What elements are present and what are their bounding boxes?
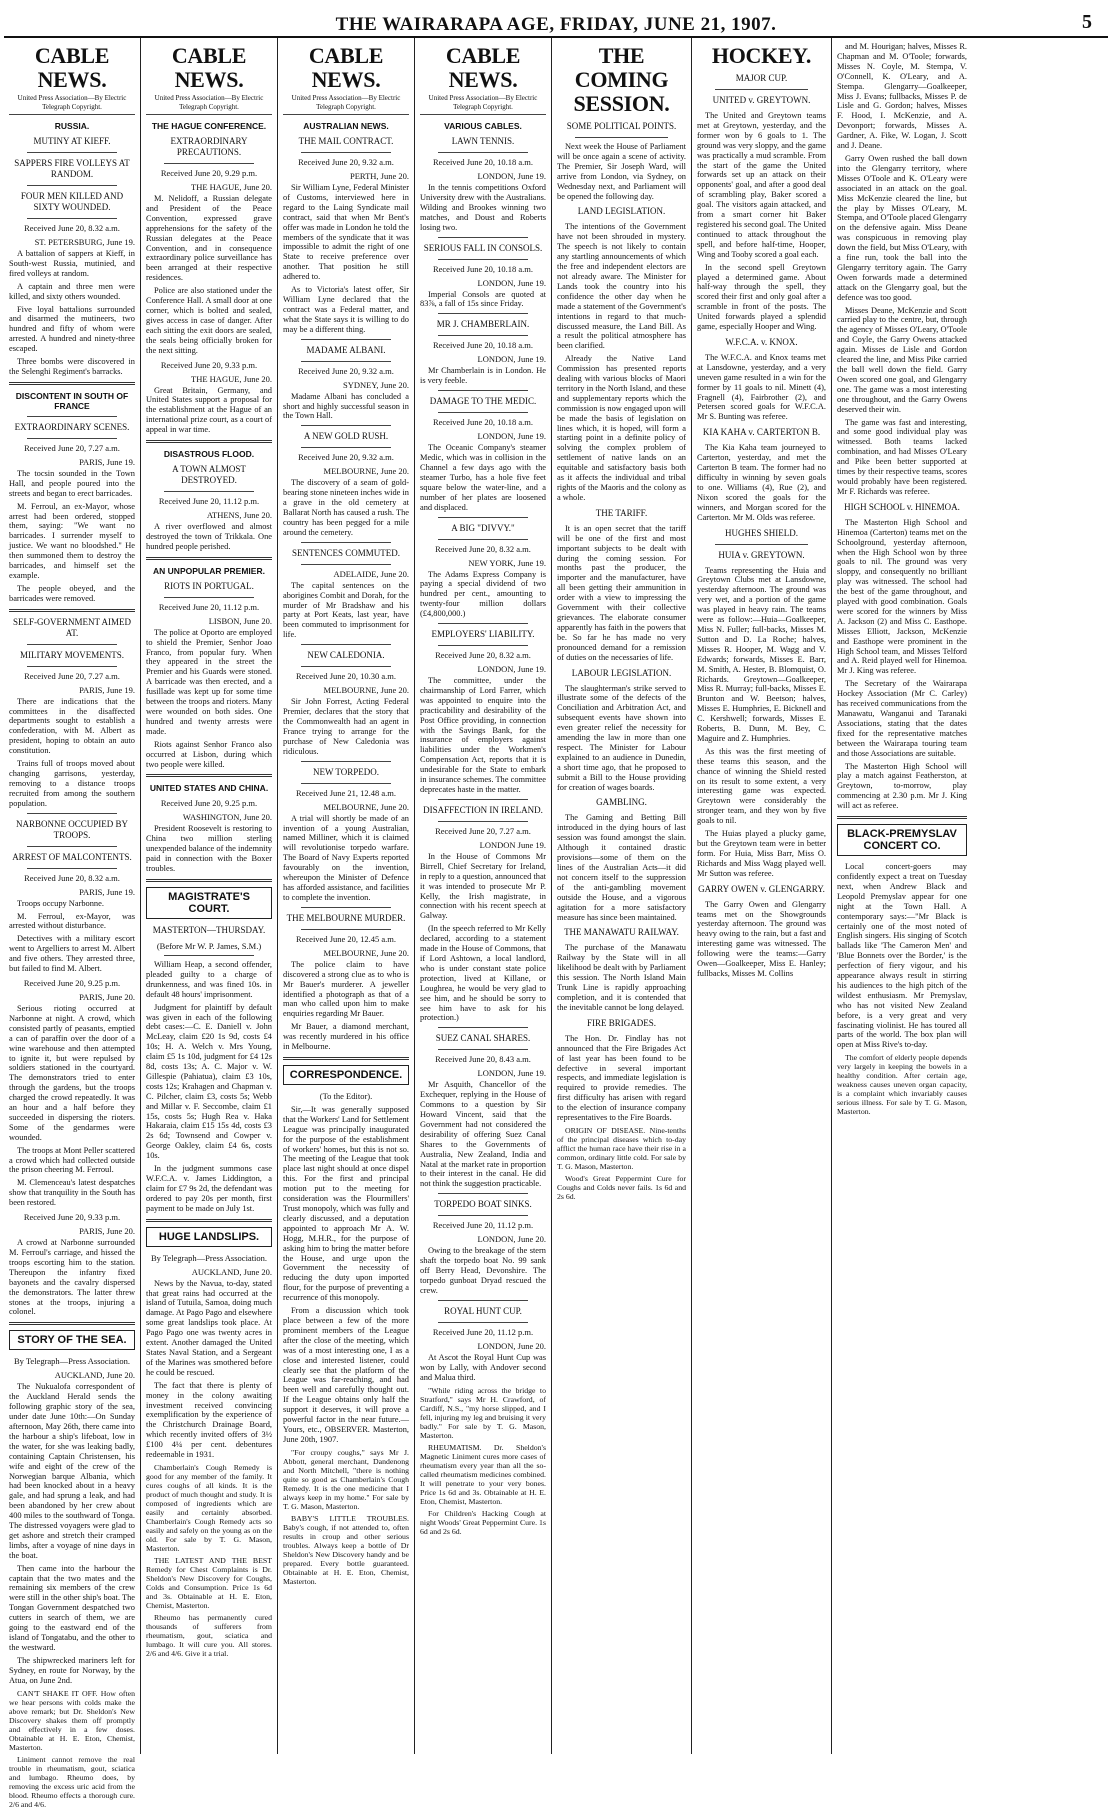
article-paragraph: The Oceanic Company's steamer Medic, which was in collision in the Channel a few days ago with the steamer Turbo, has a hole five feet square below the water-line, and a number of her plates are loosened and displaced.: [420, 443, 546, 512]
article-paragraph: The United and Greytown teams met at Greytown, yesterday, and the former won by 6 goals to 1. The ground was very sloppy, and the game was practically a mud scramble. From the start of the game the United forwards set up an attack on their opponents' goal, and after a good deal of scrambling play, Baker scored a goal. The visitors again attacked, and from a smart corner hit Baker registered his second goal. The United continued to attack throughout the spell, and before half-time, Hooper, Wing and Tooby scored a goal each.: [697, 111, 826, 259]
press-credit: United Press Association—By Electric Telegraph Copyright.: [420, 94, 546, 115]
column-cable-news-hague: [141, 38, 278, 1754]
section-heading: THE HAGUE CONFERENCE.: [151, 121, 267, 131]
article-paragraph: M. Nelidoff, a Russian delegate and President of the Peace Convention, expressed grave apprehensions for the safety of the Russian delegates at the Peace Convention, and in consequence extraordinary police surveillance has been arranged at their respective residences.: [146, 194, 272, 283]
headline: SUEZ CANAL SHARES.: [435, 1033, 531, 1044]
article-paragraph: Sir William Lyne, Federal Minister of Customs, interviewed here in regard to the Laing Syndicate mail contract, said that when Mr Bent's offer was made in London he told the members of the syndicate that it was impossible to admit the right of one State to receive preference over another. That position he still adhered to.: [283, 183, 409, 282]
divider-rule: [438, 152, 528, 153]
article-paragraph: The police at Oporto are employed to shield the Premier, Senhor Joao Franco, from popular fury. When they appeared in the street the Premier and his Guards were stoned. A barricade was then erected, and a fusillade was kept up for some time between the troops and rioters. Many were wounded on both sides. One hundred and twenty arrests were made.: [146, 627, 272, 736]
received-line: Received June 20, 7.27 a.m.: [24, 442, 120, 453]
divider-rule: [27, 218, 117, 219]
divider-rule: [438, 517, 528, 518]
article-paragraph: Garry Owen rushed the ball down into the Glengarry territory, where Misses O'Toole and K. O'Leary were associated in an attack on the goal. Miss McKenzie cleared the line, but the play by Misses O'Leary, M. Stempa, and O'Toole placed Glengarry on the defensive again. Miss Deane was conspicuous in removing play down the field, but Miss O'Leary, with a fine run, took the ball into the Glengarry territory again. The Garry Owen forwards made a determined attack on the Glengarry goal, but the defence was too good.: [837, 153, 967, 302]
article-paragraph: The Adams Express Company is paying a special dividend of two hundred per cent., amounting to twenty-four million dollars (£4,800,000.): [420, 569, 546, 619]
headline: W.F.C.A. v. KNOX.: [725, 336, 798, 347]
headline: DISAFFECTION IN IRELAND.: [423, 804, 543, 815]
divider-rule: [301, 425, 391, 426]
divider-rule: [27, 152, 117, 153]
article-paragraph: Teams representing the Huia and Greytown Clubs met at Lansdowne, yesterday afternoon. The ground was very wet, and a portion of the game was played in heavy rain. The teams were as follow:—Huia—Goalkeeper, Miss N. Fuller; full-backs, Misses M. Sutton and D. La Roche; halves, Misses R. Hooper, M. Wagg and V. Edwards; forwards, Misses E. Barr, M. Smith, A. Hester, B. Blomquist, O. Richards. Greytown—Goalkeeper, Miss R. Murray; full-backs, Misses E. Brunton and W. Beetson; halves, Misses E. Humphries, E. Bicknell and C. Kershwell; forwards, Misses E. Roberts, B. Dunn, M. Bey, C. Maguire and Z. Humphries.: [697, 565, 826, 743]
headline: HUIA v. GREYTOWN.: [718, 549, 805, 560]
article-paragraph: Then came into the harbour the captain that the two mates and the remaining six members of the crew were still in the other ship's boat. The Tongan Government despatched two cutters in search of them, we are going to the eastward end of the island of Tongatabu, and the other to the westward.: [9, 1563, 135, 1652]
dateline: LISBON, June 20.: [208, 615, 272, 626]
article-paragraph: M. Ferroul, ex-Mayor, was arrested without disturbance.: [9, 911, 135, 931]
column-cable-news-russia: [4, 38, 141, 1809]
article-paragraph: Next week the House of Parliament will be once again a scene of activity. The Premier, Sir Joseph Ward, will arrive from London, via Sydney, on Wednesday next, and Parliament will be opened the following day.: [557, 142, 686, 201]
article-paragraph: Trains full of troops moved about changing garrisons, yesterday, removing to a distance troops recruited from among the southern population.: [9, 759, 135, 808]
article-paragraph: The Huias played a plucky game, but the Greytown team were in better form. For Huia, Miss Barr, Miss O. Richards and Miss Wagg played well. Mr Sutton was referee.: [697, 829, 826, 878]
headline: GAMBLING.: [596, 797, 647, 808]
divider-rule: [27, 644, 117, 645]
section-divider: [9, 382, 135, 385]
divider-rule: [301, 361, 391, 362]
advertisement-paragraph: BABY'S LITTLE TROUBLES. Baby's cough, if not attended to, often results in croup and other serious troubles. Always keep a bottle of Dr Sheldon's New Discovery handy and be prepared. Every bottle guaranteed. Obtainable at H. E. Eton, Chemist, Masterton.: [283, 1513, 409, 1586]
article-paragraph: Riots against Senhor Franco also occurred at Lisbon, during which two people were killed.: [146, 739, 272, 769]
divider-rule: [27, 185, 117, 186]
press-credit: United Press Association—By Electric Telegraph Copyright.: [9, 94, 135, 115]
headline: MADAME ALBANI.: [306, 344, 386, 355]
section-heading: AUSTRALIAN NEWS.: [303, 121, 389, 131]
advertisement-paragraph: "For croupy coughs," says Mr J. Abbott, general merchant, Dandenong and North Mitchell, "there is nothing quite so good as Chamberlain's Cough Remedy. It is the one medicine that I always keep in my home." For sale by T. G. Mason, Masterton.: [283, 1447, 409, 1511]
dateline: LONDON, June 19.: [477, 277, 546, 288]
advertisement-paragraph: Rheumo has permanently cured thousands of sufferers from rheumatism, gout, sciatica and lumbago. It will cure you. All stores. 2/6 and 4/6. Give it a trial.: [146, 1612, 272, 1658]
article-paragraph: The police claim to have discovered a strong clue as to who is Mr Bauer's murderer. A jeweller identified a photograph as that of a man who called upon him to make enquiries regarding Mr Bauer.: [283, 959, 409, 1019]
dateline: THE HAGUE, June 20.: [191, 373, 272, 384]
dateline: LONDON, June 19.: [477, 431, 546, 442]
article-paragraph: The Hon. Dr. Findlay has not announced that the Fire Brigades Act of last year has been found to be defective in several important respects, and immediate legislation is required to provide remedies. The first difficulty has arisen with regard to the election of insurance company representatives to the Fire Boards.: [557, 1033, 686, 1123]
column-header: CABLE NEWS.: [34, 43, 110, 92]
divider-rule: [438, 335, 528, 336]
masthead: [4, 6, 1108, 38]
headline: MASTERTON—THURSDAY.: [152, 924, 266, 935]
received-line: Received June 20, 11.12 p.m.: [158, 496, 260, 507]
dateline: ADELAIDE, June 20.: [333, 568, 409, 579]
article-paragraph: News by the Navua, to-day, stated that great rains had occurred at the island of Tutuila, Samoa, doing much damage. At Pago Pago and elsewhere some great landslips took place. At Pago Pago one was twenty acres in extent. Another damaged the United States Naval Station, and a Sergeant of the Marines was smothered before he could be rescued.: [146, 1278, 272, 1377]
dateline: LONDON, June 20.: [477, 1340, 546, 1351]
dateline: PARIS, June 20.: [79, 991, 135, 1002]
dateline: PERTH, June 20.: [350, 171, 409, 181]
article-paragraph: The Secretary of the Wairarapa Hockey Association (Mr C. Carley) has received communications from the Manawatu, Wanganui and Taranaki Associations, stating that the dates fixed for the representative matches between the Wairarapa touring team and those Associations are suitable.: [837, 679, 967, 758]
section-divider: [146, 1219, 272, 1222]
article-paragraph: Misses Deane, McKenzie and Scott carried play to the centre, but, through the agency of Misses O'Leary, O'Toole and Coyle, the Garry Owens attacked again. Misses de Lisle and Gordon cleared the line, and Miss Pike carried the ball well down the field. Garry Owen scored one goal, and Glengarry one. The game was a most interesting one throughout, and the Garry Owens deserved their win.: [837, 305, 967, 414]
divider-rule: [27, 438, 117, 439]
divider-rule: [438, 313, 528, 314]
divider-rule: [438, 821, 528, 822]
section-divider: [146, 440, 272, 443]
article-paragraph: M. Clemenceau's latest despatches show that tranquility in the South has been restored.: [9, 1178, 135, 1208]
divider-rule: [301, 761, 391, 762]
received-line: Received June 20, 8.32 a.m.: [435, 650, 531, 661]
headline: THE MAIL CONTRACT.: [298, 136, 394, 146]
article-paragraph: Troops occupy Narbonne.: [17, 898, 104, 908]
dateline: LONDON, June 19.: [477, 664, 546, 675]
article-paragraph: Three bombs were discovered in the Selenghi Regiment's barracks.: [9, 357, 135, 376]
divider-rule: [27, 666, 117, 667]
divider-rule: [27, 868, 117, 869]
headline: EXTRAORDINARY SCENES.: [14, 421, 130, 432]
section-divider: [146, 557, 272, 560]
dateline: MELBOURNE, June 20.: [323, 685, 409, 696]
article-paragraph: The W.F.C.A. and Knox teams met at Lansdowne, yesterday, and a very uneven game resulted in a win for the former by 11 goals to nil. Minett (4), Fragnell (4), Fairbrother (2), and Petersen scored goals for W.F.C.A. Mr S. Bunting was referee.: [697, 352, 826, 422]
divider-rule: [301, 339, 391, 340]
article-paragraph: Sir John Forrest, Acting Federal Premier, declares that the story that the Commonwealth had an agent in France trying to arrange for the purchase of New Caledonia was ridiculous.: [283, 697, 409, 756]
column-header: CABLE NEWS.: [171, 43, 247, 92]
headline: TORPEDO BOAT SINKS.: [434, 1199, 532, 1210]
received-line: Received June 20, 10.18 a.m.: [432, 340, 534, 351]
received-line: Received June 21, 12.48 a.m.: [295, 787, 397, 798]
headline: GARRY OWEN v. GLENGARRY.: [698, 883, 825, 894]
divider-rule: [438, 412, 528, 413]
press-credit: United Press Association—By Electric Telegraph Copyright.: [146, 94, 272, 115]
section-divider: [9, 609, 135, 612]
article-paragraph: The tocsin sounded in the Town Hall, and people poured into the streets and began to erect barricades.: [9, 468, 135, 498]
received-line: Received June 20, 8.32 a.m.: [24, 223, 120, 233]
press-credit: United Press Association—By Electric Telegraph Copyright.: [283, 94, 409, 115]
dateline: LONDON, June 19.: [477, 171, 546, 181]
boxed-heading: CORRESPONDENCE.: [283, 1065, 409, 1085]
received-line: (To the Editor).: [319, 1090, 373, 1101]
article-paragraph: Serious rioting occurred at Narbonne at night. A crowd, which consisted partly of peasants, emptied a can of paraffin over the door of a wine warehouse and then attempted to ignite it, but were repulsed by soldiers stationed in the courtyard. The demonstrators tried to enter through the gardens, but the troops charged the crowd repeatedly. It was an hour and a half before they succeeded in dispersing the rioters. Some of the gendarmes were wounded.: [9, 1003, 135, 1142]
divider-rule: [164, 597, 254, 598]
divider-rule: [438, 259, 528, 260]
section-heading: RUSSIA.: [54, 121, 90, 131]
received-line: Received June 20, 10.18 a.m.: [432, 157, 534, 167]
column-header: THE COMING SESSION.: [573, 43, 670, 116]
article-paragraph: A crowd at Narbonne surrounded M. Ferroul's carriage, and hissed the troops escorting him to the station. Thereupon the infantry fixed bayonets and the cavalry dispersed the demonstrators. The latter threw stones at the troops, injuring a colonel.: [9, 1238, 135, 1317]
received-line: Received June 20, 9.33 p.m.: [23, 1212, 121, 1223]
headline: FIRE BRIGADES.: [586, 1017, 656, 1028]
headline: LAND LEGISLATION.: [577, 206, 666, 217]
divider-rule: [438, 1193, 528, 1194]
article-paragraph: The purchase of the Manawatu Railway by the State will in all likelihood be dealt with by Parliament this session. The North Island Main Trunk Line is rapidly approaching completion, and it is contended that the inevitable cannot be long delayed.: [557, 943, 686, 1012]
dateline: ST. PETERSBURG, June 19.: [34, 237, 135, 247]
received-line: Received June 20, 7.27 a.m.: [24, 670, 120, 681]
dateline: PARIS, June 20.: [79, 1226, 135, 1237]
advertisement-paragraph: "While riding across the bridge to Stratford," says Mr H. Crawford, of Cardiff, N.S., "my horse slipped, and I fell, injuring my leg and bruising it very badly." For sale by T. G. Mason, Masterton.: [420, 1385, 546, 1440]
section-divider: [837, 816, 967, 819]
headline: UNITED v. GREYTOWN.: [712, 95, 811, 105]
advertisement-paragraph: Liniment cannot remove the real trouble in rheumatism, gout, sciatica and lumbago. Rheumo does, by removing the excess uric acid from the blood. Rheumo effects a thorough cure. 2/6 and 4/6.: [9, 1754, 135, 1809]
section-divider: [9, 1322, 135, 1325]
section-divider: [283, 1057, 409, 1060]
divider-rule: [438, 1300, 528, 1301]
headline: MAJOR CUP.: [735, 73, 788, 83]
divider-rule: [27, 416, 117, 417]
divider-rule: [301, 666, 391, 667]
masthead-title: THE WAIRARAPA AGE, FRIDAY, JUNE 21, 1907.: [335, 14, 777, 35]
received-line: Received June 20, 9.25 p.m.: [160, 798, 258, 809]
headline: SELF-GOVERNMENT AIMED AT.: [12, 616, 132, 638]
dateline: MELBOURNE, June 20.: [323, 947, 409, 958]
dateline: LONDON, June 19.: [477, 354, 546, 365]
headline: NARBONNE OCCUPIED BY TROOPS.: [15, 818, 128, 840]
article-paragraph: In the judgment summons case W.F.C.A. v. James Liddington, a claim for £7 9s 2d, the defendant was ordered to pay 20s per month, first payment to be made on July 1st.: [146, 1164, 272, 1213]
divider-rule: [575, 137, 668, 138]
article-paragraph: A captain and three men were killed, and sixty others wounded.: [9, 281, 135, 301]
article-paragraph: Detectives with a military escort went to Argelliers to arrest M. Albert and five others. They arrested three, but failed to find M. Albert.: [9, 934, 135, 974]
received-line: Received June 20, 11.12 p.m.: [432, 1220, 534, 1231]
dateline: SYDNEY, June 20.: [343, 379, 409, 390]
section-heading: UNITED STATES AND CHINA.: [149, 783, 269, 794]
article-paragraph: Great Britain, Germany, and United States support a proposal for the establishment at the Hague of an international prize court, as a court of appeal in war time.: [146, 385, 272, 435]
article-paragraph: Already the Native Land Commission has presented reports dealing with various blocks of Maori territory in the North Island, and these and supplementary reports which the commission is now engaged upon will be made the basis of legislation on lines which, it is hoped, will form a starting point in a definite policy of solving the complex problem of settlement of native lands on an equitable and satisfactory basis both as it affects the individual and tribal rights of the Maoris and the colony as a whole.: [557, 354, 686, 502]
headline: DAMAGE TO THE MEDIC.: [429, 396, 537, 407]
column-header: CABLE NEWS.: [308, 43, 384, 92]
divider-rule: [438, 799, 528, 800]
article-paragraph: From a discussion which took place between a few of the more prominent members of the League after the close of the meeting, which was of a most interesting one, I as a close and interested listener, could clearly see that the platform of the League was far-reaching, and had been well and carefully thought out. If the League obtains only half the support it deserves, it will prove a powerful factor in the near future.—Yours, etc., OBSERVER. Masterton, June 20th, 1907.: [283, 1306, 409, 1444]
received-line: Received June 20, 8.43 a.m.: [435, 1054, 531, 1065]
article-paragraph: William Heap, a second offender, pleaded guilty to a charge of drunkenness, and was fined 10s. in default 48 hours' imprisonment.: [146, 959, 272, 999]
dateline: THE HAGUE, June 20.: [191, 182, 272, 192]
received-line: Received June 20, 11.12 p.m.: [158, 601, 260, 612]
section-heading: AN UNPOPULAR PREMIER.: [153, 565, 265, 576]
column-cable-news-australian: [278, 38, 415, 1754]
divider-rule: [438, 1215, 528, 1216]
received-line: Received June 20, 7.27 a.m.: [435, 825, 531, 836]
headline: EXTRAORDINARY PRECAUTIONS.: [170, 136, 248, 157]
received-line: Received June 20, 9.32 a.m.: [298, 157, 394, 167]
dateline: PARIS, June 19.: [79, 886, 135, 897]
article-paragraph: President Roosevelt is restoring to China two million sterling unexpended balance of the indemnity paid in connection with the Boxer troubles.: [146, 824, 272, 874]
divider-rule: [438, 645, 528, 646]
dateline: LONDON June 19.: [479, 839, 546, 850]
article-paragraph: The Nukualofa correspondent of the Auckland Herald sends the following graphic story of the sea, under date June 10th:—On Sunday afternoon, May 26th, there came into the harbour a ship's lifeboat, low in the water, for she was leaking badly, containing Captain Christensen, his wife and eight of the crew of the Norwegian barque Albania, which had been knocked about in a heavy gale, and had sprung a leak, and had been abandoned by her crew about 400 miles to the southward of Tonga. The distressed voyagers were glad to get ashore and stretch their cramped limbs, after a voyage of nine days in the boat.: [9, 1382, 135, 1560]
headline: NEW TORPEDO.: [312, 766, 379, 777]
section-heading: DISASTROUS FLOOD.: [163, 449, 255, 460]
dateline: MELBOURNE, June 20.: [323, 466, 409, 477]
article-paragraph: The capital sentences on the aborigines Combit and Dorah, for the murder of Mr Bradshaw and his party at Port Keats, last year, have been commuted to imprisonment for life.: [283, 580, 409, 640]
received-line: Received June 20, 8.32 a.m.: [435, 543, 531, 554]
article-paragraph: Local concert-goers may confidently expect a treat on Tuesday next, when Andrew Black and Leopold Premyslav appear for one night at the Town Hall. A contemporary says:—"Mr Black is certainly one of the most noted of English singers. His singing of Scotch ballads like 'The Cameron Men' and 'Blue Bonnets over the Border,' is the perfection of fiery vigour, and his appearance always result in stirring his audiences to the high pitch of the wildest enthusiasm. Mr Premyslav, who has not visited New Zealand before, is a very great and very fascinating violinist. He has toured all parts of the world. The box plan will open at Miss Rive's to-day.: [837, 862, 967, 1050]
article-paragraph: M. Ferroul, an ex-Mayor, whose arrest had been ordered, stopped them, saying: "We want no barricades. I surrender myself to justice. We want no bloodshed." He then summoned them to destroy the barricades, and himself set the example.: [9, 501, 135, 580]
advertisement-paragraph: RHEUMATISM. Dr. Sheldon's Magnetic Liniment cures more cases of rheumatism every year than all the so-called rheumatism medicines combined. It will penetrate to your very bones. Price 1s 6d and 3s. Obtainable at H. E. Eton, Chemist, Masterton.: [420, 1442, 546, 1506]
divider-rule: [301, 644, 391, 645]
divider-rule: [438, 1027, 528, 1028]
received-line: Received June 20, 10.30 a.m.: [295, 671, 397, 682]
divider-rule: [27, 813, 117, 814]
article-paragraph: The troops at Mont Peller scattered a crowd which had collected outside the prison cheering M. Ferroul.: [9, 1145, 135, 1175]
received-line: (Before Mr W. P. James, S.M.): [156, 940, 262, 951]
dateline: AUCKLAND, June 20.: [54, 1370, 135, 1381]
article-paragraph: The discovery of a seam of gold-bearing stone nineteen inches wide in a grave in the old cemetery at Ballarat North has caused a rush. The country has been pegged for a mile around the cemetery.: [283, 478, 409, 537]
headline: A TOWN ALMOST DESTROYED.: [172, 464, 246, 486]
column-header: HOCKEY.: [711, 43, 812, 68]
article-paragraph: In the House of Commons Mr Birrell, Chief Secretary for Ireland, in reply to a question, announced that it was intended to prosecute Mr P. Kelly, the Irish magistrate, in connection with his recent speech at Galway.: [420, 851, 546, 921]
headline: HIGH SCHOOL v. HINEMOA.: [844, 501, 960, 512]
article-paragraph: The people obeyed, and the barricades were removed.: [9, 583, 135, 603]
headline: MUTINY AT KIEFF.: [33, 136, 111, 146]
article-paragraph: There are indications that the committees in the disaffected departments sought to establish a confederation, with M. Albert as president, hoping to obtain an auto constitution.: [9, 696, 135, 756]
headline: THE MELBOURNE MURDER.: [286, 912, 406, 923]
headline: SAPPERS FIRE VOLLEYS AT RANDOM.: [14, 158, 130, 179]
columns-container: [4, 38, 1108, 1809]
divider-rule: [164, 491, 254, 492]
article-paragraph: The Kia Kaha team journeyed to Carterton, yesterday, and met the Carterton B team. The former had no difficulty in winning by seven goals to one. Williams (4), Rue (2), and Nixon scored the goals for the winners, and Morgan scored for the Carterton. Mr M. Olds was referee.: [697, 443, 826, 522]
advertisement-paragraph: For Children's Hacking Cough at night Woods' Great Peppermint Cure. 1s 6d and 2s 6d.: [420, 1508, 546, 1536]
boxed-heading: STORY OF THE SEA.: [9, 1330, 135, 1350]
article-paragraph: The Masterton High School will play a match against Featherston, at Greytown, to-morrow, play commencing at 2.30 p.m. Mr J. King will act as referee.: [837, 761, 967, 811]
received-line: Received June 20, 9.32 a.m.: [298, 365, 394, 376]
article-paragraph: Mr Bauer, a diamond merchant, was recently murdered in his office in Melbourne.: [283, 1022, 409, 1052]
divider-rule: [301, 542, 391, 543]
article-paragraph: Imperial Consols are quoted at 83⅞, a fall of 15s since Friday.: [420, 289, 546, 309]
article-paragraph: It is an open secret that the tariff will be one of the first and most important subjects to be dealt with during the coming session. For months past the producer, the importer and the manufacturer, have all been getting their ammunition in order with a view to impressing the Government with their collective grievances. The elaborate consumer apparently has faith in the powers that be. So far he has made no very pronounced demand for a remission of duties on the necessaries of life.: [557, 523, 686, 662]
received-line: Received June 20, 9.29 p.m.: [160, 168, 258, 178]
article-paragraph: Madame Albani has concluded a short and highly successful season in the Town Hall.: [283, 391, 409, 421]
advertisement-paragraph: Wood's Great Peppermint Cure for Coughs and Colds never fails. 1s 6d and 2s 6d.: [557, 1173, 686, 1201]
column-coming-session: [552, 38, 692, 1754]
divider-rule: [301, 447, 391, 448]
advertisement-paragraph: The comfort of elderly people depends very largely in keeping the bowels in a healthy condition. After certain age, weakness causes uneven organ capacity, is a complaint which invariably causes serious illness. For sale by T. G. Mason, Masterton.: [837, 1053, 967, 1117]
section-heading: DISCONTENT IN SOUTH OF FRANCE: [15, 390, 129, 411]
divider-rule: [438, 539, 528, 540]
article-paragraph: At Ascot the Royal Hunt Cup was won by Lally, with Andover second and Malua third.: [420, 1352, 546, 1382]
headline: EMPLOYERS' LIABILITY.: [431, 629, 535, 640]
divider-rule: [301, 907, 391, 908]
received-line: Received June 20, 9.32 a.m.: [298, 452, 394, 463]
divider-rule: [438, 1322, 528, 1323]
article-paragraph: As this was the first meeting of these teams this season, and the chance of winning the Shield rested on its result to some extent, a very interesting game was expected. Greytown were considerably the stronger team, and they won by five goals to nil.: [697, 746, 826, 826]
column-hockey-continued: [832, 38, 972, 1754]
headline: FOUR MEN KILLED AND SIXTY WOUNDED.: [20, 191, 124, 212]
article-paragraph: The game was fast and interesting, and some good individual play was witnessed. Both teams lacked combination, and had Misses O'Leary and Pike been better supported at times by their respective teams, scores would probably have been registered. Mr F. Richards was referee.: [837, 417, 967, 496]
divider-rule: [438, 237, 528, 238]
column-cable-news-various: [415, 38, 552, 1754]
headline: LAWN TENNIS.: [451, 136, 515, 146]
column-header: CABLE NEWS.: [445, 43, 521, 92]
divider-rule: [715, 89, 808, 90]
article-paragraph: As to Victoria's latest offer, Sir William Lyne declared that the contract was a Federal matter, and what the State says it is willing to do may be a different thing.: [283, 285, 409, 334]
headline: ARREST OF MALCONTENTS.: [12, 851, 132, 862]
article-paragraph: Judgment for plaintiff by default was given in each of the following debt cases:—C. E. Daniell v. John McLeay, claim £20 1s 9d, costs £4 10s; H. A. Welch v. Mrs Young, claim £5 1s 10d, judgment for £4 12s 8d, costs 13s; A. C. Major v. W. Gillespie (Pahiatua), claim £3 10s, costs 12s; Krahagen and Chapman v. C. Pilcher, claim £3, costs 5s; Webb and Millar v. F. Seccombe, claim £1 15s, costs 5s; Hugh Rea v. Haka Hakaraia, claim £15 15s 4d, costs £3 2s 6d; Townsend and Cowper v. George Oakley, claim £4 6s, costs 10s.: [146, 1002, 272, 1161]
article-paragraph: Sir,—It was generally supposed that the Workers' Land for Settlement League was principally inaugurated for the purpose of the establishment of workers' homes, but this is not so. The meeting of the League that took place last night should at once dispel this. For the first and principal motion put to the meeting for consideration was the Flourmillers' Trust monopoly, which was fully and clearly discussed, and a deputation appointed to approach Mr A. W. Hogg, M.H.R., for the purpose of asking him to bring the matter before the House, and urge upon the Government the necessity of reducing the duty upon imported flour, for the purpose of preventing a recurrence of this monopoly.: [283, 1104, 409, 1303]
divider-rule: [438, 1049, 528, 1050]
article-paragraph: The intentions of the Government have not been shrouded in mystery. The speech is not likely to contain any startling announcements of which the free and independent electors are not already aware. The Minister for Lands took the country into his confidence the other day when he made a statement of the Government's intentions in regard to that much-discussed measure, the Land Bill. As a result the political atmosphere has been clarified.: [557, 222, 686, 351]
headline: A NEW GOLD RUSH.: [303, 431, 389, 442]
article-paragraph: In the tennis competitions Oxford University drew with the Australians. Wilding and Brookes winning two matches, and Doust and Roberts losing two.: [420, 183, 546, 232]
advertisement-paragraph: THE LATEST AND THE BEST Remedy for Chest Complaints is Dr. Sheldon's New Discovery for Coughs, Colds and Consumption. Price 1s 6d and 3s. Obtainable at H. E. Eton, Chemist, Masterton.: [146, 1555, 272, 1610]
section-heading: VARIOUS CABLES.: [444, 121, 522, 131]
article-paragraph: Owing to the breakage of the stern shaft the torpedo boat No. 99 sank off Berry Head, Devonshire. The torpedo gunboat Dryad rescued the crew.: [420, 1246, 546, 1295]
article-paragraph: A trial will shortly be made of an invention of a young Australian, named Milliner, which it is claimed will revolutionise torpedo warfare. The Board of Navy Experts reported favourably on the invention, whereupon the Minister of Defence has afforded assistance, and facilities to complete the invention.: [283, 813, 409, 902]
article-paragraph: A battalion of sappers at Kieff, in South-west Russia, mutinied, and fired volleys at random.: [9, 249, 135, 278]
dateline: AUCKLAND, June 20.: [191, 1266, 272, 1277]
dateline: ATHENS, June 20.: [206, 510, 272, 521]
dateline: PARIS, June 19.: [79, 684, 135, 695]
divider-rule: [164, 955, 254, 956]
headline: THE TARIFF.: [595, 507, 648, 518]
dateline: MELBOURNE, June 20.: [323, 801, 409, 812]
received-line: Received June 20, 10.18 a.m.: [432, 417, 534, 428]
article-paragraph: Mr Asquith, Chancellor of the Exchequer, replying in the House of Commons to a question by Sir Howard Vincent, said that the Government had not considered the desirability of offering Suez Canal Shares to the Governments of Australia, New Zealand, India and Natal at the market rate in proportion to their interest in the canal. He did not think the suggestion practicable.: [420, 1080, 546, 1189]
boxed-heading: BLACK-PREMYSLAV CONCERT CO.: [837, 824, 967, 856]
headline: SENTENCES COMMUTED.: [291, 547, 400, 558]
headline: HUGHES SHIELD.: [725, 527, 798, 538]
headline: MR J. CHAMBERLAIN.: [436, 319, 530, 330]
divider-rule: [301, 929, 391, 930]
page-number: 5: [1082, 11, 1092, 33]
headline: NEW CALEDONIA.: [307, 650, 385, 661]
column-hockey: [692, 38, 832, 1754]
article-paragraph: Mr Chamberlain is in London. He is very feeble.: [420, 366, 546, 386]
boxed-heading: HUGE LANDSLIPS.: [146, 1227, 272, 1247]
headline: SOME POLITICAL POINTS.: [566, 121, 677, 131]
divider-rule: [301, 783, 391, 784]
headline: LABOUR LEGISLATION.: [571, 667, 672, 678]
divider-rule: [301, 152, 391, 153]
article-paragraph: The committee, under the chairmanship of Lord Farrer, which was appointed to enquire into the practicability and desirability of the Post Office providing, in connection with the Savings Bank, for the insurance of employers against liabilities under the Workmen's Compensation Act, reports that it is undesirable for the State to embark in insurance schemes. The committee deprecates haste in the matter.: [420, 676, 546, 794]
article-paragraph: A river overflowed and almost destroyed the town of Trikkala. One hundred people perished.: [146, 522, 272, 551]
advertisement-paragraph: CAN'T SHAKE IT OFF. How often we hear persons with colds make the above remark; but Dr. Sheldon's New Discovery shakes them off promptly and effectively in a few doses. Obtainable at H. E. Eton, Chemist, Masterton.: [9, 1688, 135, 1752]
headline: THE MANAWATU RAILWAY.: [564, 927, 679, 938]
article-paragraph: and M. Hourigan; halves, Misses R. Chapman and M. O'Toole; forwards, Misses N. Coyle, M. Stempa, V. O'Connell, K. O'Leary, and A. Stempa. Glengarry—Goalkeeper, Miss J. Evans; fullbacks, Misses P. de Lisle and G. Gordon; halves, Misses F. Hood, I. McKenzie, and A. Devonport; forwards, Misses A. Gardner, A. Fike, W. Logan, J. Scott and J. Deane.: [837, 42, 967, 151]
article-paragraph: The Masterton High School and Hinemoa (Carterton) teams met on the Schoolground, yesterday afternoon, when the High School won by three goals to nil. The ground was very sloppy, and consequently no brilliant play was witnessed. The school had the best of the game throughout, and played with good combination. Goals were scored for the winners by Miss A. Jackson (2) and Miss C. Easthope. Misses Elliott, Jackson, McKenzie and Easthope were prominent in the High School team, and Misses Telford and A. Reid played well for Hinemoa. Mr J. King was referee.: [837, 517, 967, 676]
received-line: Received June 20, 9.25 p.m.: [23, 977, 121, 988]
divider-rule: [164, 163, 254, 164]
dateline: PARIS, June 19.: [79, 456, 135, 467]
headline: ROYAL HUNT CUP.: [444, 1305, 522, 1316]
section-divider: [146, 879, 272, 882]
article-paragraph: The shipwrecked mariners left for Sydney, en route for Norway, by the Atua, on June 2nd.: [9, 1655, 135, 1685]
received-line: Received June 20, 12.45 a.m.: [295, 933, 397, 944]
headline: A BIG "DIVVY.": [451, 522, 515, 533]
divider-rule: [438, 623, 528, 624]
received-line: Received June 20, 8.32 a.m.: [24, 872, 120, 883]
advertisement-paragraph: Chamberlain's Cough Remedy is good for any member of the family. It cures coughs of all kinds. It is the product of much thought and study. It is composed of ingredients which are easily and certainly absorbed. Chamberlain's Cough Remedy acts so easily and safely on the young as on the old. For sale by T. G. Mason, Masterton.: [146, 1462, 272, 1553]
headline: KIA KAHA v. CARTERTON B.: [702, 427, 821, 438]
received-line: Received June 20, 11.12 p.m.: [432, 1326, 534, 1337]
headline: MILITARY MOVEMENTS.: [20, 649, 124, 660]
divider-rule: [301, 564, 391, 565]
section-divider: [146, 774, 272, 777]
article-paragraph: Five loyal battalions surrounded and disarmed the mutineers, two hundred and fifty of whom were arrested. A hundred and ninety-three escaped.: [9, 304, 135, 354]
divider-rule: [438, 390, 528, 391]
dateline: WASHINGTON, June 20.: [182, 812, 272, 823]
article-paragraph: The Garry Owen and Glengarry teams met on the Showgrounds yesterday afternoon. The ground was heavy owing to the rain, but a fast and interesting game was witnessed. The following were the teams:—Garry Owen—Goalkeeper, Miss E. Hanley; fullbacks, Misses M. Collins: [697, 899, 826, 978]
article-paragraph: (In the speech referred to Mr Kelly declared, according to a statement made in the House of Commons, that if Lord Ashtown, a local landlord, who is under constant state police protection, lived at Killane, or Loughrea, he would be very glad to see him, and he should be sorry to see him have to ask for his protection.): [420, 924, 546, 1023]
headline: RIOTS IN PORTUGAL.: [164, 580, 254, 591]
dateline: NEW YORK, June 19.: [468, 557, 546, 568]
article-paragraph: Police are also stationed under the Conference Hall. A small door at one corner, which is bolted and sealed, gives access in case of danger. After each sitting the exit doors are sealed, the seals being officially broken for the next sitting.: [146, 286, 272, 355]
article-paragraph: The slaughterman's strike served to illustrate some of the defects of the Conciliation and Arbitration Act, and subsequent events have shown into even greater relief the necessity for amending the law in more than one respect. The Minister for Labour explained to an audience in Dunedin, a short time ago, that he proposed to submit a Bill to the House providing for creation of wages boards.: [557, 683, 686, 792]
boxed-heading: MAGISTRATE'S COURT.: [146, 887, 272, 919]
dateline: LONDON, June 19.: [477, 1068, 546, 1079]
article-paragraph: The Gaming and Betting Bill introduced in the dying hours of last session was found amongst the slain. Although it contained drastic provisions—some of them on the lines of the Australian Acts—it did not concern itself to the suppression of the anti-gambling movement outside the House, and a vigorous agitation for a more satisfactory measure has since been maintained.: [557, 813, 686, 922]
article-paragraph: The fact that there is plenty of money in the colony awaiting investment received convincing exemplification by the experience of the Christchurch Drainage Board, which recently invited offers of 3½ £100 4¼ per cent. debentures redeemable in 1931.: [146, 1380, 272, 1460]
received-line: By Telegraph—Press Association.: [150, 1252, 268, 1263]
divider-rule: [715, 544, 808, 545]
received-line: Received June 20, 10.18 a.m.: [432, 263, 534, 274]
article-paragraph: In the second spell Greytown played a determined game. About half-way through the spell, they scored their first and only goal after a scramble in front of the posts. The United forwards played a splendid game, especially Hooper and Wing.: [697, 262, 826, 332]
dateline: LONDON, June 20.: [477, 1234, 546, 1245]
headline: SERIOUS FALL IN CONSOLS.: [423, 242, 543, 253]
received-line: Received June 20, 9.33 p.m.: [160, 359, 258, 370]
received-line: By Telegraph—Press Association.: [13, 1356, 131, 1367]
advertisement-paragraph: ORIGIN OF DISEASE. Nine-tenths of the principal diseases which to-day afflict the human race have their rise in a common, ordinary little cold. For sale by T. G. Mason, Masterton.: [557, 1125, 686, 1171]
divider-rule: [27, 846, 117, 847]
